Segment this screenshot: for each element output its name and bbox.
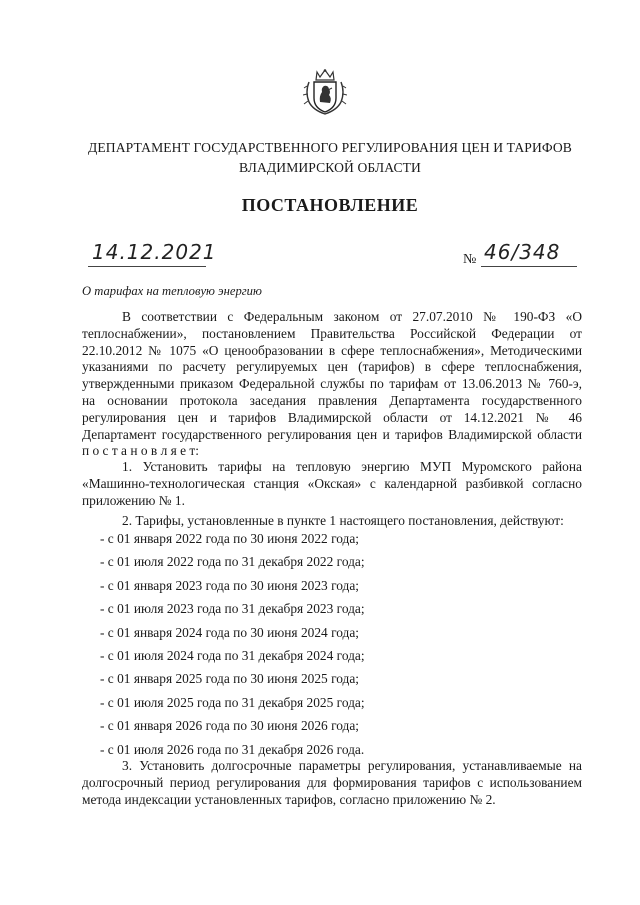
text-line: теплоснабжении», постановлением Правительства Российской Федерации от (82, 325, 582, 341)
text-line: 3. Установить долгосрочные параметры регулирования, устанавливаемые на (122, 758, 582, 773)
list-item: - с 01 января 2025 года по 30 июня 2025 года; (100, 671, 360, 687)
list-item: - с 01 июля 2023 года по 31 декабря 2023 года; (100, 601, 365, 617)
list-item: - с 01 июля 2026 года по 31 декабря 2026 года. (100, 741, 365, 757)
list-item: - с 01 января 2026 года по 30 июня 2026 года; (100, 718, 360, 734)
text-line: метода индексации установленных тарифов, согласно приложению № 2. (82, 791, 496, 807)
list-item: - с 01 июля 2024 года по 31 декабря 2024 года; (100, 647, 365, 663)
document-title: ПОСТАНОВЛЕНИЕ (241, 195, 419, 215)
text-line: утвержденными приказом Федеральной службы по тарифам от 13.06.2013 № 760-э, (82, 376, 582, 392)
item-2-title: 2. Тарифы, установленные в пункте 1 настоящего постановления, действуют: (122, 513, 564, 528)
list-item: - с 01 июля 2022 года по 31 декабря 2022 года; (100, 554, 365, 570)
item-3-paragraph (82, 758, 582, 808)
text-line: «Машинно-технологическая станция «Окская» с календарной разбивкой согласно (82, 475, 582, 491)
list-item: - с 01 января 2023 года по 30 июня 2023 года; (100, 577, 360, 593)
text-line: указаниями по расчету регулируемых цен (тарифов) в сфере теплоснабжения, (82, 359, 582, 375)
list-item: - с 01 января 2022 года по 30 июня 2022 года; (100, 531, 360, 546)
text-line: долгосрочный период регулирования для формирования тарифов с использованием (82, 774, 582, 790)
resolves-word: п о с т а н о в л я е т: (82, 443, 199, 459)
item-1-paragraph (82, 459, 582, 509)
validity-periods-list (100, 531, 365, 765)
list-item: - с 01 января 2024 года по 30 июня 2024 года; (100, 624, 360, 640)
preamble-paragraph (82, 309, 582, 460)
text-line: В соответствии с Федеральным законом от 27.07.2010 № 190-ФЗ «О (122, 309, 582, 324)
document-number: 46/348 (484, 240, 561, 264)
text-line: 1. Установить тарифы на тепловую энергию МУП Муромского района (122, 459, 582, 474)
document-subject: О тарифах на тепловую энергию (82, 284, 262, 298)
text-line: приложению № 1. (82, 492, 185, 508)
vladimir-region-coat-of-arms-icon (303, 68, 347, 118)
number-label: № (463, 252, 477, 267)
text-line: Департамент государственного регулирования цен и тарифов Владимирской области (82, 426, 582, 442)
department-name-line2: ВЛАДИМИРСКОЙ ОБЛАСТИ (239, 160, 421, 175)
number-underline (481, 266, 577, 267)
text-line: 22.10.2012 № 1075 «О ценообразовании в сфере теплоснабжения», Методическими (82, 342, 582, 358)
list-item: - с 01 июля 2025 года по 31 декабря 2025 года; (100, 694, 365, 710)
text-line: регулирования цен и тарифов Владимирской области от 14.12.2021 № 46 (82, 409, 582, 425)
department-name-line1: ДЕПАРТАМЕНТ ГОСУДАРСТВЕННОГО РЕГУЛИРОВАНИЯ ЦЕН И ТАРИФОВ (88, 140, 572, 155)
date-underline (88, 266, 206, 267)
document-date: 14.12.2021 (92, 240, 217, 264)
text-line: на основании протокола заседания правления Департамента государственного (82, 392, 582, 408)
